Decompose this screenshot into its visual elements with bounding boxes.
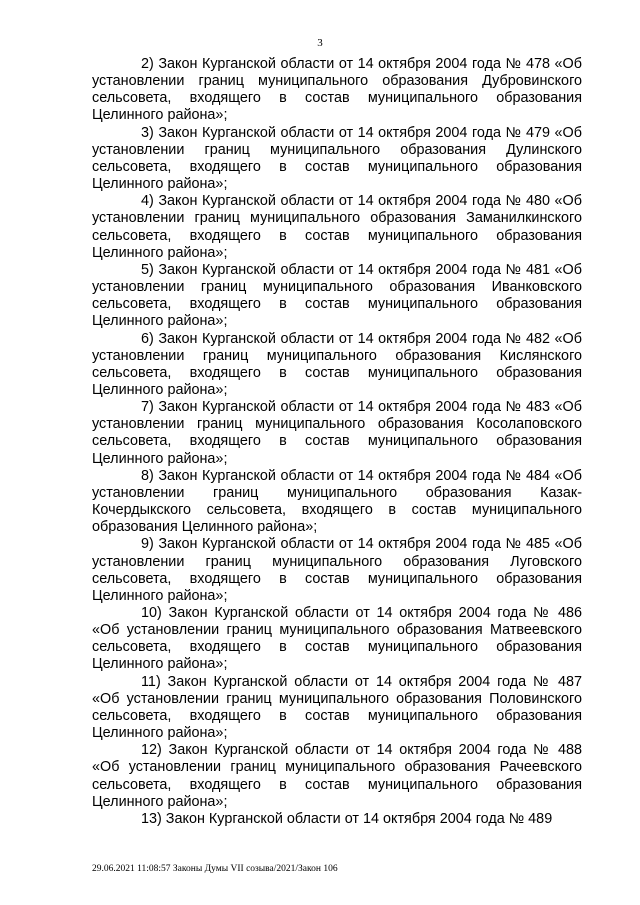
law-item-10: 10) Закон Курганской области от 14 октября 2004 года № 486 «Об установлении границ муниципального образования Матвеевского сельсовета, входящего в состав муниципального образования Целинного района»;: [92, 605, 582, 673]
law-item-4: 4) Закон Курганской области от 14 октября 2004 года № 480 «Об установлении границ муниципального образования Заманилкинского сельсовета, входящего в состав муниципального образования Целинного района»;: [92, 193, 582, 261]
law-item-7: 7) Закон Курганской области от 14 октября 2004 года № 483 «Об установлении границ муниципального образования Косолаповского сельсовета, входящего в состав муниципального образования Целинного района»;: [92, 399, 582, 467]
law-item-3: 3) Закон Курганской области от 14 октября 2004 года № 479 «Об установлении границ муниципального образования Дулинского сельсовета, входящего в состав муниципального образования Целинного района»;: [92, 124, 582, 193]
law-item-8: 8) Закон Курганской области от 14 октября 2004 года № 484 «Об установлении границ муниципального образования Казак-Кочердыкского сельсовета, входящего в состав муниципального образования Целинного района»;: [92, 467, 582, 536]
law-item-11: 11) Закон Курганской области от 14 октября 2004 года № 487 «Об установлении границ муниципального образования Половинского сельсовета, входящего в состав муниципального образования Целинного района»;: [92, 673, 582, 742]
law-item-6: 6) Закон Курганской области от 14 октября 2004 года № 482 «Об установлении границ муниципального образования Кислянского сельсовета, входящего в состав муниципального образования Целинного района»;: [92, 330, 582, 398]
law-item-9: 9) Закон Курганской области от 14 октября 2004 года № 485 «Об установлении границ муниципального образования Луговского сельсовета, входящего в состав муниципального образования Целинного района»;: [92, 536, 582, 604]
document-footer: 29.06.2021 11:08:57 Законы Думы VII созыва/2021/Закон 106: [92, 864, 338, 874]
law-item-5: 5) Закон Курганской области от 14 октября 2004 года № 481 «Об установлении границ муниципального образования Иванковского сельсовета, входящего в состав муниципального образования Целинного района»;: [92, 261, 582, 330]
law-item-2: 2) Закон Курганской области от 14 октября 2004 года № 478 «Об установлении границ муниципального образования Дубровинского сельсовета, входящего в состав муниципального образования Целинного района»;: [92, 56, 582, 124]
law-item-12: 12) Закон Курганской области от 14 октября 2004 года № 488 «Об установлении границ муниципального образования Рачеевского сельсовета, входящего в состав муниципального образования Целинного района»;: [92, 742, 582, 810]
law-item-13: 13) Закон Курганской области от 14 октября 2004 года № 489: [141, 810, 553, 827]
document-body: [92, 56, 582, 828]
page-number: 3: [317, 37, 323, 49]
